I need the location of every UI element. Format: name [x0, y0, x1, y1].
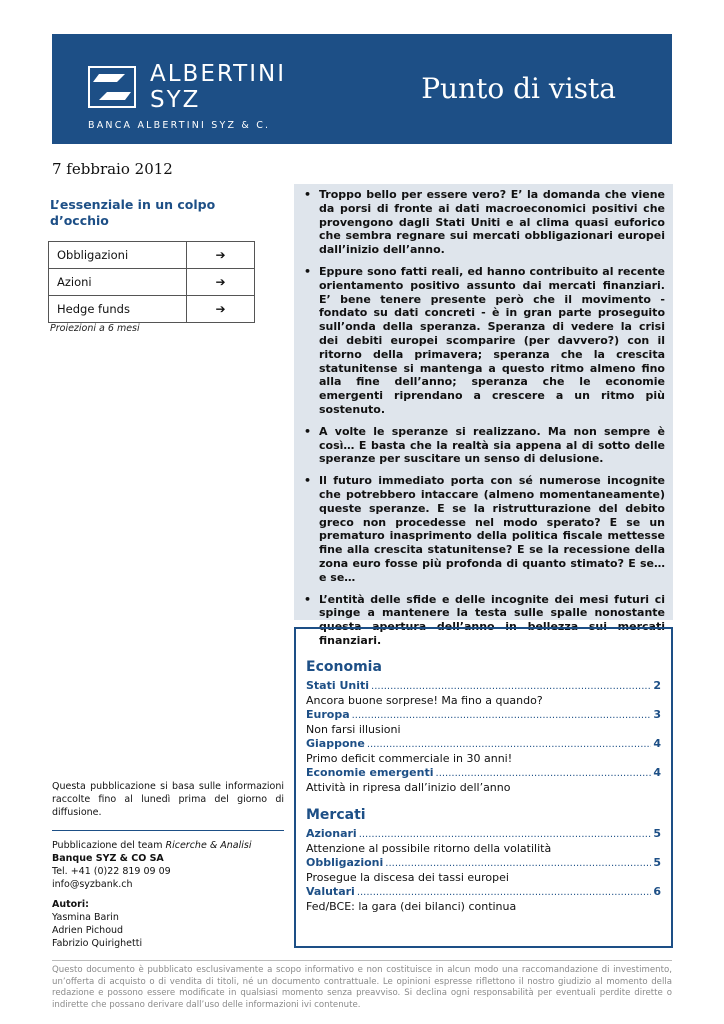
publication-date: 7 febbraio 2012	[52, 160, 173, 178]
toc-entry-subtitle: Attenzione al possibile ritorno della volatilità	[306, 842, 552, 855]
key-point: • Eppure sono fatti reali, ed hanno contribuito al recente orientamento positivo assunto dai mercati finanziari. E’ bene tenere presente però che il movimento - fondato su dati concreti - è in gran parte proseguito sull’onda della speranza. Speranza di vedere la crisi dei debiti europei scomparire (per davvero?) con il ritorno della primavera; speranza che la crescita statunitense si mantenga a questo ritmo almeno fino alla fine dell’anno; speranza che le economie emergenti riprendano a crescere a un ritmo più sostenuto.	[304, 265, 665, 417]
toc-entry-label[interactable]: Europa	[306, 708, 350, 721]
authors-block	[52, 898, 284, 950]
arrow-right-icon: ➔	[187, 269, 255, 296]
toc-entry[interactable]	[306, 679, 661, 694]
contact-block	[52, 839, 284, 891]
bank-name: Banque SYZ & CO SA	[52, 853, 164, 864]
toc-leader-dots	[352, 709, 652, 723]
toc-entry-subtitle: Fed/BCE: la gara (dei bilanci) continua	[306, 900, 517, 913]
key-point: • Il futuro immediato porta con sé numerose incognite che potrebbero intaccare (almeno momentaneamente) queste speranze. E se la ristrutturazione del debito greco non procedesse nel modo sperato? E se un prematuro inasprimento della politica fiscale mettesse fine alla crescita statunitense? E se la recessione della zona euro fosse più profonda di quanto stimato? E se… e se…	[304, 474, 665, 584]
email-address[interactable]: info@syzbank.ch	[52, 879, 133, 890]
authors-label: Autori:	[52, 899, 89, 910]
table-row	[49, 296, 255, 323]
toc-entry[interactable]	[306, 708, 661, 723]
toc-entry[interactable]	[306, 856, 661, 871]
author-name: Fabrizio Quirighetti	[52, 938, 143, 949]
author-name: Adrien Pichoud	[52, 925, 124, 936]
toc-leader-dots	[359, 828, 652, 842]
legal-disclaimer: Questo documento è pubblicato esclusivamente a scopo informativo e non costituisce in alcun modo una raccomandazione di investimento, un’offerta di acquisto o di vendita di titoli, né un documento contrattuale. Le opinioni espresse riflettono il nostro giudizio al momento della redazione e possono essere modificate in qualsiasi momento senza preavviso. Si declina ogni responsabilità per eventuali perdite dirette o indirette che possano derivare dall’uso delle informazioni ivi contenute.	[52, 965, 672, 1010]
table-row	[49, 269, 255, 296]
toc-entry[interactable]	[306, 885, 661, 900]
key-point: • Troppo bello per essere vero? E’ la domanda che viene da porsi di fronte ai dati macroeconomici positivi che provengono dagli Stati Uniti e al clima quasi euforico che sembra regnare sui mercati obbligazionari europei dall’inizio dell’anno.	[304, 188, 665, 257]
publication-title: Punto di vista	[421, 72, 616, 105]
asset-class-label: Hedge funds	[49, 296, 187, 323]
sidebar-divider	[52, 830, 284, 831]
toc-section-heading: Economia	[306, 659, 382, 675]
table-of-contents	[294, 627, 673, 948]
team-line	[52, 839, 284, 852]
toc-entry[interactable]	[306, 827, 661, 842]
toc-page-number[interactable]: 2	[653, 679, 661, 692]
toc-entry-label[interactable]: Obbligazioni	[306, 856, 384, 869]
toc-entry-label[interactable]: Azionari	[306, 827, 357, 840]
toc-page-number[interactable]: 3	[653, 708, 661, 721]
projections-note: Proiezioni a 6 mesi	[50, 323, 140, 334]
toc-entry-subtitle: Non farsi illusioni	[306, 723, 401, 736]
team-name: Ricerche & Analisi	[165, 840, 252, 851]
toc-leader-dots	[357, 886, 652, 900]
toc-leader-dots	[436, 767, 652, 781]
brand-name-line1: ALBERTINI	[150, 61, 286, 87]
arrow-right-icon: ➔	[187, 242, 255, 269]
toc-leader-dots	[385, 857, 651, 871]
toc-entry[interactable]	[306, 766, 661, 781]
brand-name-line2: SYZ	[150, 87, 201, 113]
asset-class-label: Obbligazioni	[49, 242, 187, 269]
phone-number: Tel. +41 (0)22 819 09 09	[52, 866, 171, 877]
brand-subline: BANCA ALBERTINI SYZ & C.	[88, 120, 271, 131]
toc-entry-subtitle: Primo deficit commerciale in 30 anni!	[306, 752, 513, 765]
toc-page-number[interactable]: 5	[653, 856, 661, 869]
table-row	[49, 242, 255, 269]
toc-entry-label[interactable]: Stati Uniti	[306, 679, 370, 692]
essentials-table	[48, 241, 255, 323]
toc-entry-subtitle: Attività in ripresa dall’inizio dell’anno	[306, 781, 511, 794]
toc-page-number[interactable]: 4	[653, 737, 661, 750]
toc-page-number[interactable]: 4	[653, 766, 661, 779]
toc-entry-label[interactable]: Giappone	[306, 737, 365, 750]
header-banner	[52, 34, 672, 144]
key-point: • A volte le speranze si realizzano. Ma non sempre è così… E basta che la realtà sia appena al di sotto delle speranze per suscitare un senso di delusione.	[304, 425, 665, 466]
publication-note: Questa pubblicazione si basa sulle informazioni raccolte fino al lunedì prima del giorno di diffusione.	[52, 781, 284, 818]
key-point: • L’entità delle sfide e delle incognite dei mesi futuri ci spinge a mantenere la testa sulle spalle nonostante questa apertura dell’anno in bellezza sui mercati finanziari.	[304, 593, 665, 648]
key-points-box	[294, 184, 673, 647]
toc-leader-dots	[367, 738, 652, 752]
author-name: Yasmina Barin	[52, 912, 119, 923]
team-prefix: Pubblicazione del team	[52, 840, 166, 851]
toc-entry-label[interactable]: Economie emergenti	[306, 766, 434, 779]
toc-entry[interactable]	[306, 737, 661, 752]
asset-class-label: Azioni	[49, 269, 187, 296]
toc-entry-subtitle: Ancora buone sorprese! Ma fino a quando?	[306, 694, 543, 707]
toc-entry-label[interactable]: Valutari	[306, 885, 355, 898]
footer-divider	[52, 960, 672, 961]
toc-section-heading: Mercati	[306, 807, 366, 823]
toc-leader-dots	[371, 680, 651, 694]
toc-page-number[interactable]: 6	[653, 885, 661, 898]
albertini-syz-logo-icon	[88, 66, 136, 108]
toc-entry-subtitle: Prosegue la discesa dei tassi europei	[306, 871, 509, 884]
arrow-right-icon: ➔	[187, 296, 255, 323]
essentials-title: L’essenziale in un colpo d’occhio	[50, 197, 216, 228]
toc-page-number[interactable]: 5	[653, 827, 661, 840]
